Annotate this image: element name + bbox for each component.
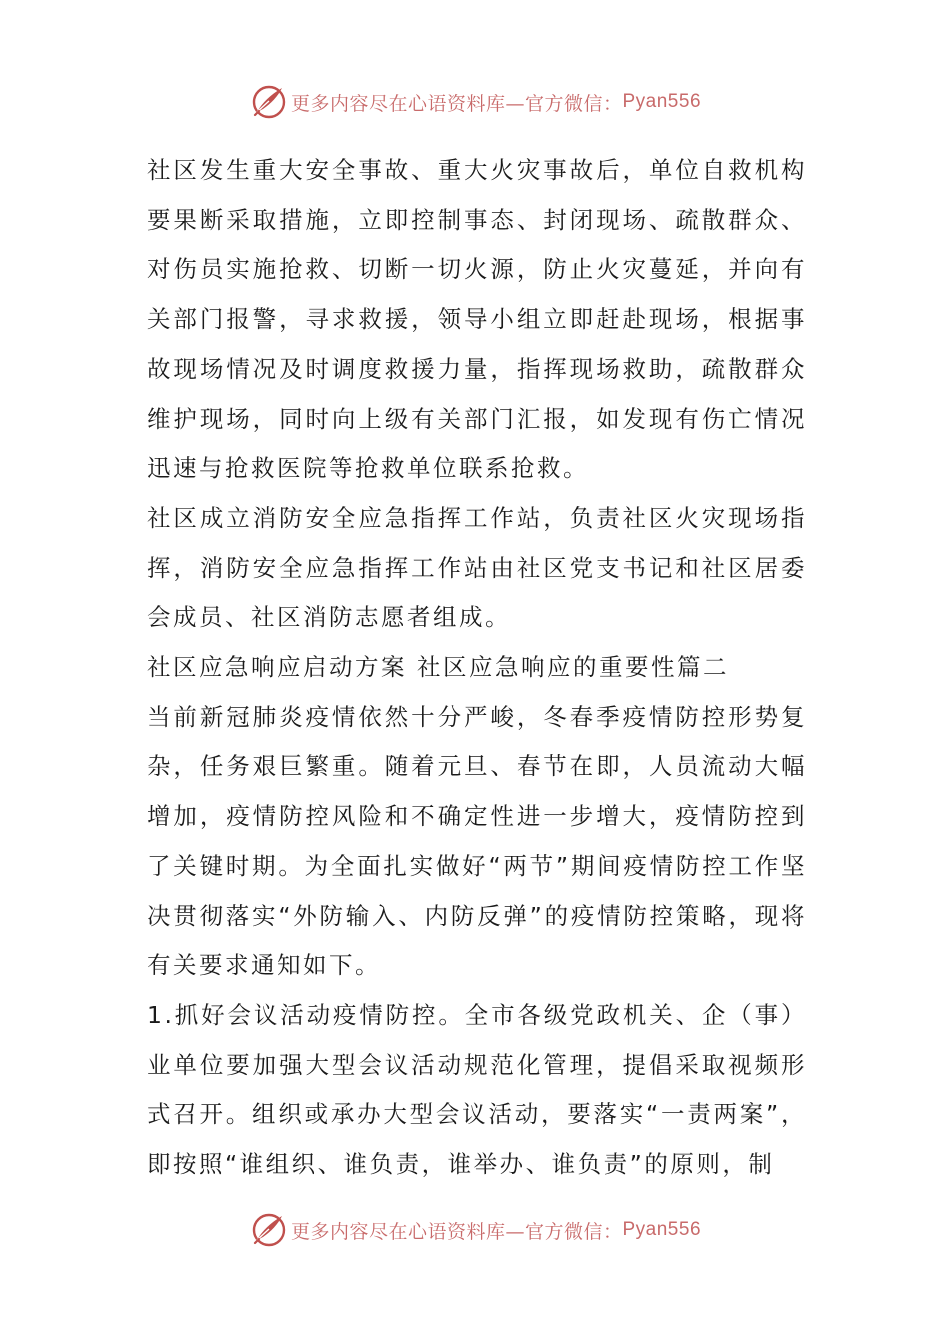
document-body <box>147 146 807 1190</box>
footer-watermark <box>0 1208 950 1252</box>
paragraph-epidemic-situation: 当前新冠肺炎疫情依然十分严峻，冬春季疫情防控形势复杂，任务艰巨繁重。随着元旦、春节在即，人员流动大幅增加，疫情防控风险和不确定性进一步增大，疫情防控到了关键时期。为全面扎实做好“两节”期间疫情防控工作坚决贯彻落实“外防输入、内防反弹”的疫情防控策略，现将有关要求通知如下。 <box>147 702 807 980</box>
paragraph-meeting-control: 1.抓好会议活动疫情防控。全市各级党政机关、企（事）业单位要加强大型会议活动规范化管理，提倡采取视频形式召开。组织或承办大型会议活动，要落实“一责两案”，即按照“谁组织、谁负责，谁举办、谁负责”的原则，制 <box>147 1000 807 1179</box>
watermark-text: 更多内容尽在心语资料库—官方微信： <box>290 1220 623 1243</box>
paragraph-command-station: 社区成立消防安全应急指挥工作站，负责社区火灾现场指挥，消防安全应急指挥工作站由社区党支书记和社区居委会成员、社区消防志愿者组成。 <box>147 503 807 632</box>
quill-logo-icon <box>249 82 289 122</box>
watermark-wechat-id: Pyan556 <box>622 1219 702 1240</box>
paragraph-emergency-actions: 社区发生重大安全事故、重大火灾事故后，单位自救机构要果断采取措施，立即控制事态、封闭现场、疏散群众、对伤员实施抢救、切断一切火源，防止火灾蔓延，并向有关部门报警，寻求救援，领导小组立即赶赴现场，根据事故现场情况及时调度救援力量，指挥现场救助，疏散群众维护现场，同时向上级有关部门汇报，如发现有伤亡情况迅速与抢救医院等抢救单位联系抢救。 <box>147 156 807 483</box>
header-watermark <box>0 80 950 124</box>
quill-logo-icon <box>249 1210 289 1250</box>
watermark-text: 更多内容尽在心语资料库—官方微信： <box>290 92 623 115</box>
section-heading: 社区应急响应启动方案 社区应急响应的重要性篇二 <box>147 653 729 682</box>
watermark-wechat-id: Pyan556 <box>622 91 702 112</box>
